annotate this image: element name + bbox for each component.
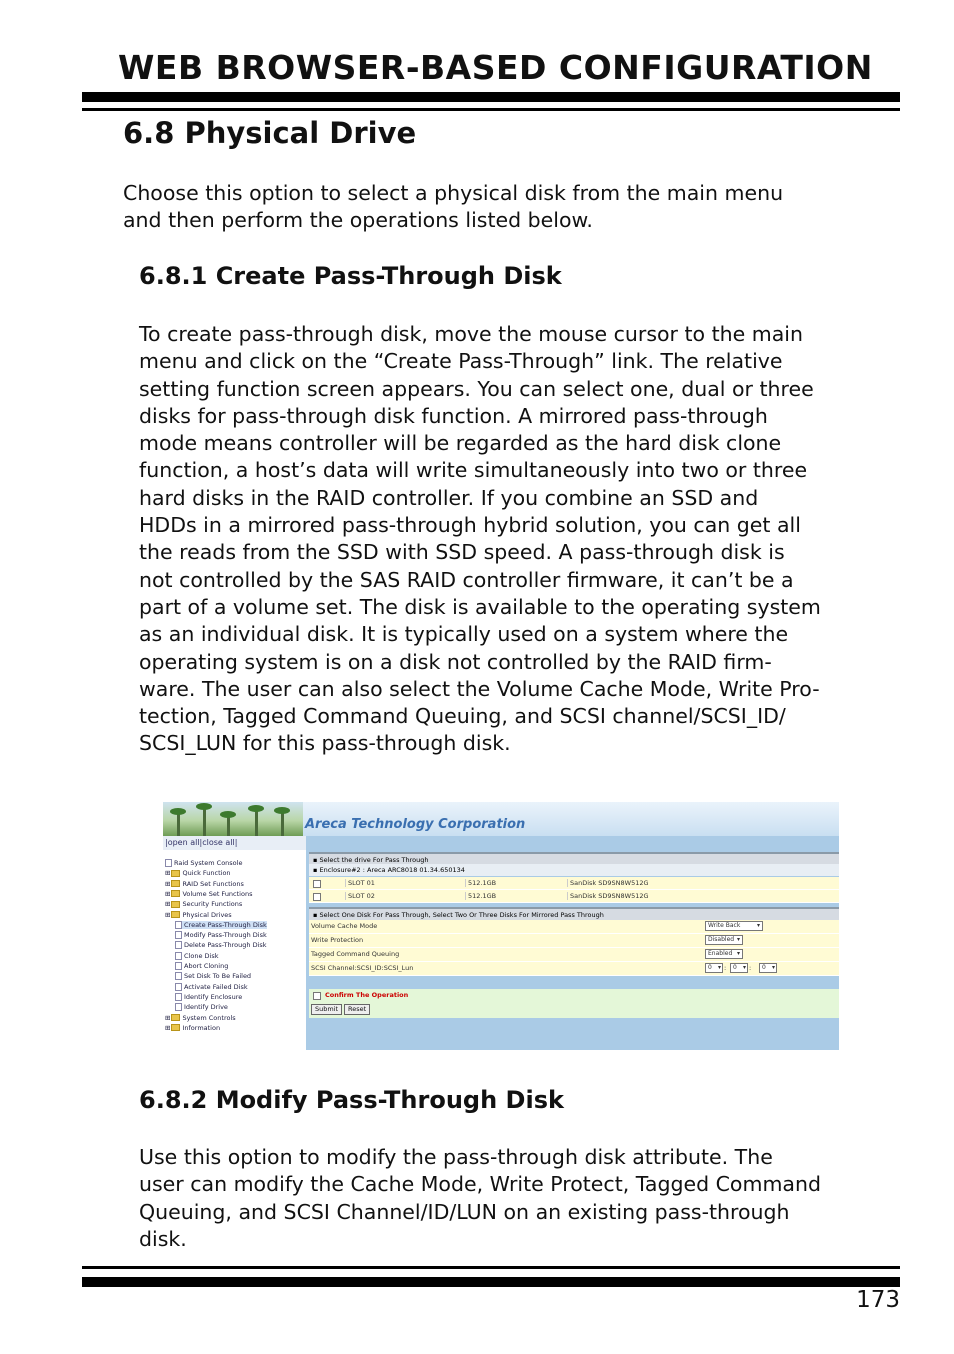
para-line: disks for pass-through disk function. A mirrored pass-through bbox=[139, 403, 768, 428]
para-line: the reads from the SSD with SSD speed. A pass-through disk is bbox=[139, 540, 785, 565]
page-number: 173 bbox=[856, 1287, 900, 1313]
tree-item-label: Modify Pass-Through Disk bbox=[184, 931, 267, 940]
tree-item[interactable] bbox=[175, 993, 242, 1001]
tree-item[interactable] bbox=[165, 859, 242, 867]
setting-row-scsi bbox=[309, 962, 839, 976]
tree-item-label: Clone Disk bbox=[184, 951, 219, 960]
section-title: 6.8 Physical Drive bbox=[123, 116, 417, 150]
scsi-separator: : bbox=[724, 964, 727, 972]
drive-size: 512.1GB bbox=[465, 879, 496, 887]
write-protect-value: Disabled bbox=[708, 936, 735, 943]
modify-paragraph bbox=[139, 1144, 821, 1253]
tree-item-label: Identify Enclosure bbox=[184, 992, 243, 1001]
tree-item[interactable] bbox=[165, 869, 231, 877]
select-drive-header: ▪ Select the drive For Pass Through bbox=[309, 852, 839, 866]
para-line: SCSI_LUN for this pass-through disk. bbox=[139, 731, 511, 756]
embedded-screenshot bbox=[163, 802, 839, 1050]
chevron-down-icon: ▾ bbox=[736, 950, 740, 957]
scsi-lun-value: 0 bbox=[762, 964, 766, 971]
folder-icon bbox=[171, 890, 180, 897]
page-icon bbox=[175, 941, 182, 949]
para-line: part of a volume set. The disk is available to the operating system bbox=[139, 594, 821, 619]
tree-item[interactable] bbox=[175, 941, 267, 949]
tree-item[interactable] bbox=[165, 890, 252, 898]
tree-item-label: Create Pass-Through Disk bbox=[184, 920, 267, 929]
drive-slot: SLOT 02 bbox=[345, 892, 375, 900]
tree-item[interactable] bbox=[175, 962, 228, 970]
scsi-id-select[interactable] bbox=[730, 963, 748, 973]
para-line: hard disks in the RAID controller. If you combine an SSD and bbox=[139, 485, 759, 510]
folder-icon bbox=[171, 1014, 180, 1021]
tree-item-label: Identify Drive bbox=[184, 1003, 228, 1012]
page-icon bbox=[165, 859, 172, 867]
para-line: ware. The user can also select the Volume Cache Mode, Write Pro- bbox=[139, 676, 820, 701]
mirror-header-text: Select One Disk For Pass Through, Select Two Or Three Disks For Mirrored Pass Through bbox=[319, 911, 604, 919]
tree-item-label: System Controls bbox=[182, 1013, 236, 1022]
drive-row[interactable] bbox=[309, 877, 839, 890]
para-line: not controlled by the SAS RAID controller firmware, it can’t be a bbox=[139, 567, 794, 592]
header-rule-thin bbox=[82, 108, 900, 111]
setting-label: Tagged Command Queuing bbox=[311, 950, 400, 958]
tree-item[interactable] bbox=[175, 1003, 228, 1011]
drive-row[interactable] bbox=[309, 890, 839, 903]
chevron-down-icon: ▾ bbox=[771, 964, 775, 971]
tree-item-label: Raid System Console bbox=[174, 859, 243, 867]
tree-item-label: Security Functions bbox=[182, 900, 243, 909]
expand-icon[interactable]: ⊞ bbox=[165, 879, 171, 888]
expand-icon[interactable]: ⊞ bbox=[165, 889, 171, 898]
tree-item-label: Information bbox=[182, 1023, 221, 1032]
tree-item-label: Volume Set Functions bbox=[182, 889, 253, 898]
header-rule-thick bbox=[82, 92, 900, 102]
para-line: Use this option to modify the pass-through disk attribute. The bbox=[139, 1145, 773, 1169]
intro-line: Choose this option to select a physical disk from the main menu bbox=[123, 181, 784, 205]
drive-model: SanDisk SD9SN8W512G bbox=[567, 892, 649, 900]
page-icon bbox=[175, 983, 182, 991]
para-line: Queuing, and SCSI Channel/ID/LUN on an existing pass-through bbox=[139, 1199, 790, 1224]
confirm-row bbox=[309, 989, 839, 1002]
para-line: as an individual disk. It is typically used on a system where the bbox=[139, 622, 789, 647]
chevron-down-icon: ▾ bbox=[717, 964, 721, 971]
drive-checkbox[interactable] bbox=[313, 893, 321, 901]
mirror-header: ▪ Select One Disk For Pass Through, Select Two Or Three Disks For Mirrored Pass Through bbox=[309, 907, 839, 921]
folder-icon bbox=[171, 880, 180, 887]
create-paragraph bbox=[139, 321, 821, 758]
folder-icon bbox=[171, 911, 180, 918]
para-line: HDDs in a mirrored pass-through hybrid solution, you can get all bbox=[139, 513, 801, 538]
brand-name: Areca Technology Corporation bbox=[305, 817, 526, 832]
expand-icon[interactable]: ⊞ bbox=[165, 1013, 171, 1022]
footer-rule-thick bbox=[82, 1277, 900, 1287]
setting-row-write-protect bbox=[309, 934, 839, 948]
scsi-channel-select[interactable] bbox=[705, 963, 723, 973]
expand-icon[interactable]: ⊞ bbox=[165, 900, 171, 909]
tree-item-label: Delete Pass-Through Disk bbox=[184, 941, 267, 950]
tcq-select[interactable] bbox=[705, 949, 743, 959]
running-header: WEB BROWSER-BASED CONFIGURATION bbox=[118, 48, 873, 87]
tree-item-label: Set Disk To Be Failed bbox=[184, 972, 252, 981]
drive-slot: SLOT 01 bbox=[345, 879, 375, 887]
para-line: user can modify the Cache Mode, Write Protect, Tagged Command bbox=[139, 1172, 821, 1197]
setting-row-tcq bbox=[309, 948, 839, 962]
footer-rule-thin bbox=[82, 1266, 900, 1269]
drive-size: 512.1GB bbox=[465, 892, 496, 900]
page-icon bbox=[175, 993, 182, 1001]
setting-row-cache bbox=[309, 920, 839, 934]
scsi-channel-value: 0 bbox=[708, 964, 712, 971]
para-line: To create pass-through disk, move the mouse cursor to the main bbox=[139, 322, 803, 346]
button-row bbox=[309, 1002, 839, 1018]
tcq-value: Enabled bbox=[708, 950, 733, 957]
subsection-title-modify: 6.8.2 Modify Pass-Through Disk bbox=[139, 1086, 564, 1114]
enclosure-text: Enclosure#2 : Areca ARC8018 01.34.650134 bbox=[319, 866, 465, 874]
tree-item-label: Activate Failed Disk bbox=[184, 982, 248, 991]
tree-item[interactable] bbox=[165, 880, 244, 888]
tree-item[interactable] bbox=[175, 921, 267, 929]
tree-item[interactable] bbox=[165, 911, 232, 919]
tree-item-label: Quick Function bbox=[182, 869, 231, 878]
expand-icon[interactable]: ⊞ bbox=[165, 869, 171, 878]
page-icon bbox=[175, 972, 182, 980]
para-line: operating system is on a disk not controlled by the RAID firm- bbox=[139, 649, 772, 674]
chevron-down-icon: ▾ bbox=[742, 964, 746, 971]
page-icon bbox=[175, 921, 182, 929]
banner-palm-image bbox=[163, 802, 303, 836]
tree-item[interactable] bbox=[175, 931, 267, 939]
reset-button[interactable]: Reset bbox=[344, 1004, 370, 1015]
submit-button[interactable]: Submit bbox=[311, 1004, 342, 1015]
scsi-separator: : bbox=[749, 964, 752, 972]
tree-item[interactable] bbox=[165, 1024, 220, 1032]
setting-label: Volume Cache Mode bbox=[311, 922, 378, 930]
write-protect-select[interactable] bbox=[705, 935, 743, 945]
subsection-title-create: 6.8.1 Create Pass-Through Disk bbox=[139, 262, 562, 290]
para-line: setting function screen appears. You can select one, dual or three bbox=[139, 376, 814, 401]
enclosure-row: ▪ Enclosure#2 : Areca ARC8018 01.34.650134 bbox=[309, 864, 839, 876]
expand-icon[interactable]: ⊞ bbox=[165, 1023, 171, 1032]
tree-item-label: Physical Drives bbox=[182, 910, 232, 919]
page-icon bbox=[175, 1003, 182, 1011]
select-drive-header-text: Select the drive For Pass Through bbox=[319, 856, 429, 864]
tree-toggle-label: |open all|close all| bbox=[165, 838, 238, 847]
intro-line: and then perform the operations listed below. bbox=[123, 208, 593, 233]
cache-mode-select[interactable] bbox=[705, 921, 763, 931]
para-line: tection, Tagged Command Queuing, and SCSI channel/SCSI_ID/ bbox=[139, 704, 786, 729]
tree-item[interactable] bbox=[175, 952, 218, 960]
drive-model: SanDisk SD9SN8W512G bbox=[567, 879, 649, 887]
scsi-lun-select[interactable] bbox=[759, 963, 777, 973]
tree-item[interactable] bbox=[175, 983, 248, 991]
para-line: menu and click on the “Create Pass-Through” link. The relative bbox=[139, 349, 783, 374]
folder-icon bbox=[171, 870, 180, 877]
expand-icon[interactable]: ⊞ bbox=[165, 910, 171, 919]
confirm-label: Confirm The Operation bbox=[325, 991, 409, 999]
setting-label: Write Protection bbox=[311, 936, 364, 944]
para-line: function, a host’s data will write simultaneously into two or three bbox=[139, 458, 808, 483]
section-intro bbox=[123, 180, 783, 235]
tree-item-label: Abort Cloning bbox=[184, 962, 229, 970]
tree-item[interactable] bbox=[165, 1014, 236, 1022]
tree-item-label: RAID Set Functions bbox=[182, 879, 244, 888]
page-icon bbox=[175, 952, 182, 960]
drive-checkbox[interactable] bbox=[313, 880, 321, 888]
cache-mode-value: Write Back bbox=[708, 922, 741, 929]
chevron-down-icon: ▾ bbox=[736, 936, 740, 943]
page-icon bbox=[175, 931, 182, 939]
para-line: mode means controller will be regarded as the hard disk clone bbox=[139, 431, 782, 456]
tree-item[interactable] bbox=[175, 972, 251, 980]
setting-label: SCSI Channel:SCSI_ID:SCSI_Lun bbox=[311, 964, 414, 972]
folder-icon bbox=[171, 901, 180, 908]
page-icon bbox=[175, 962, 182, 970]
scsi-id-value: 0 bbox=[733, 964, 737, 971]
tree-toggle[interactable] bbox=[163, 836, 306, 850]
folder-icon bbox=[171, 1024, 180, 1031]
para-line: disk. bbox=[139, 1226, 187, 1251]
tree-item[interactable] bbox=[165, 900, 242, 908]
chevron-down-icon: ▾ bbox=[756, 922, 760, 929]
confirm-checkbox[interactable] bbox=[313, 992, 321, 1000]
